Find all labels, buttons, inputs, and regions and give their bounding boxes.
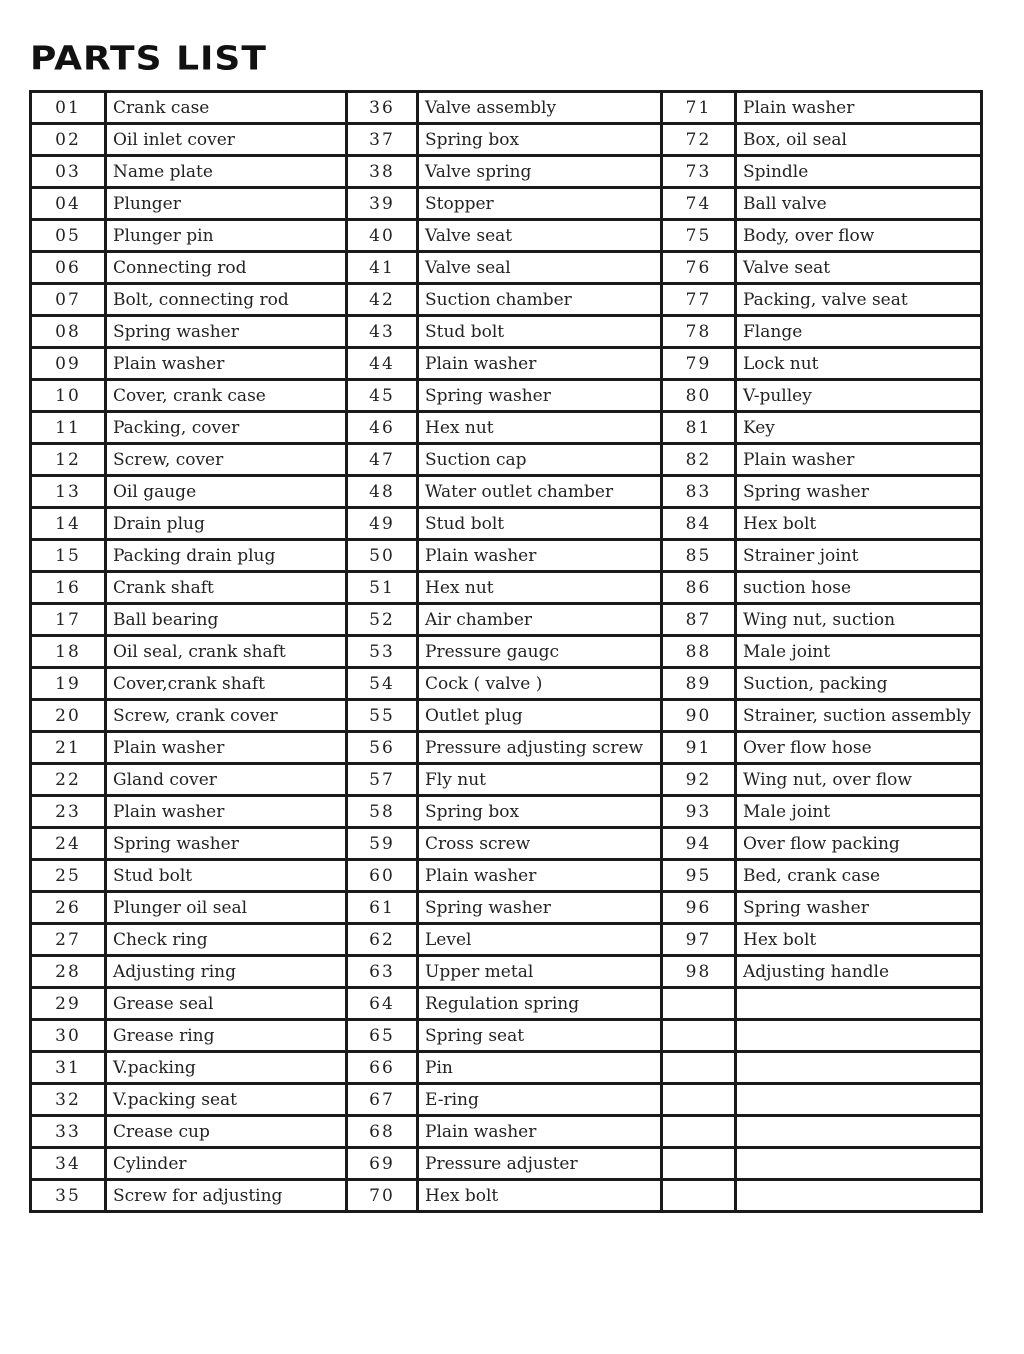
part-name: suction hose	[736, 572, 982, 604]
table-row	[31, 860, 982, 892]
part-number	[662, 1148, 736, 1180]
table-row	[31, 636, 982, 668]
part-name: Fly nut	[418, 764, 662, 796]
part-name: Name plate	[106, 156, 347, 188]
parts-table-body	[31, 92, 982, 1212]
part-name: Over flow hose	[736, 732, 982, 764]
part-number: 60	[347, 860, 418, 892]
part-name: Stud bolt	[418, 508, 662, 540]
part-number: 94	[662, 828, 736, 860]
part-number: 39	[347, 188, 418, 220]
part-name: Spring washer	[418, 380, 662, 412]
part-name: Plain washer	[418, 1116, 662, 1148]
table-row	[31, 892, 982, 924]
part-number: 52	[347, 604, 418, 636]
part-number: 07	[31, 284, 106, 316]
part-name: Valve seat	[418, 220, 662, 252]
part-name: Pressure gaugc	[418, 636, 662, 668]
part-number: 03	[31, 156, 106, 188]
part-name: Stopper	[418, 188, 662, 220]
part-name: Spindle	[736, 156, 982, 188]
part-number: 42	[347, 284, 418, 316]
part-name: Oil seal, crank shaft	[106, 636, 347, 668]
part-name: Bed, crank case	[736, 860, 982, 892]
part-number: 37	[347, 124, 418, 156]
part-number: 31	[31, 1052, 106, 1084]
part-name: Regulation spring	[418, 988, 662, 1020]
part-name: Hex nut	[418, 412, 662, 444]
part-number: 32	[31, 1084, 106, 1116]
part-name: Packing, cover	[106, 412, 347, 444]
part-name	[736, 1116, 982, 1148]
part-number: 68	[347, 1116, 418, 1148]
part-number: 08	[31, 316, 106, 348]
part-number: 83	[662, 476, 736, 508]
part-name: Drain plug	[106, 508, 347, 540]
part-name: Screw for adjusting	[106, 1180, 347, 1212]
part-name: Cross screw	[418, 828, 662, 860]
part-name: Adjusting ring	[106, 956, 347, 988]
part-name: Stud bolt	[418, 316, 662, 348]
part-name: Stud bolt	[106, 860, 347, 892]
table-row	[31, 1020, 982, 1052]
table-row	[31, 412, 982, 444]
part-number: 30	[31, 1020, 106, 1052]
part-name: Cylinder	[106, 1148, 347, 1180]
part-name: Valve assembly	[418, 92, 662, 124]
table-row	[31, 956, 982, 988]
part-name: Lock nut	[736, 348, 982, 380]
part-number: 35	[31, 1180, 106, 1212]
part-name: Oil gauge	[106, 476, 347, 508]
part-name: Crank case	[106, 92, 347, 124]
part-number: 46	[347, 412, 418, 444]
part-number: 54	[347, 668, 418, 700]
part-name: V.packing seat	[106, 1084, 347, 1116]
part-name: Plunger oil seal	[106, 892, 347, 924]
table-row	[31, 380, 982, 412]
part-number: 51	[347, 572, 418, 604]
table-row	[31, 348, 982, 380]
part-name: Screw, cover	[106, 444, 347, 476]
table-row	[31, 156, 982, 188]
part-number: 11	[31, 412, 106, 444]
table-row	[31, 1052, 982, 1084]
part-name: Cover, crank case	[106, 380, 347, 412]
part-number: 56	[347, 732, 418, 764]
part-name: Air chamber	[418, 604, 662, 636]
part-name: Ball valve	[736, 188, 982, 220]
table-row	[31, 92, 982, 124]
part-number: 89	[662, 668, 736, 700]
part-number: 20	[31, 700, 106, 732]
part-number: 22	[31, 764, 106, 796]
part-number: 26	[31, 892, 106, 924]
part-name: V-pulley	[736, 380, 982, 412]
part-name: V.packing	[106, 1052, 347, 1084]
page-title: PARTS LIST	[30, 40, 267, 78]
part-number: 05	[31, 220, 106, 252]
part-name: Over flow packing	[736, 828, 982, 860]
part-number: 88	[662, 636, 736, 668]
part-number: 04	[31, 188, 106, 220]
part-number: 02	[31, 124, 106, 156]
part-number: 85	[662, 540, 736, 572]
part-name: Valve seat	[736, 252, 982, 284]
table-row	[31, 828, 982, 860]
part-name: Check ring	[106, 924, 347, 956]
part-number: 12	[31, 444, 106, 476]
table-row	[31, 924, 982, 956]
part-name: Spring washer	[106, 316, 347, 348]
part-name	[736, 1020, 982, 1052]
part-name: Spring washer	[418, 892, 662, 924]
part-name: Grease seal	[106, 988, 347, 1020]
part-name: Cover,crank shaft	[106, 668, 347, 700]
part-name: Suction cap	[418, 444, 662, 476]
table-row	[31, 572, 982, 604]
table-row	[31, 988, 982, 1020]
part-name: Body, over flow	[736, 220, 982, 252]
part-name: Hex bolt	[736, 924, 982, 956]
part-name: Suction chamber	[418, 284, 662, 316]
table-row	[31, 284, 982, 316]
part-name: Water outlet chamber	[418, 476, 662, 508]
part-name: Adjusting handle	[736, 956, 982, 988]
part-number: 96	[662, 892, 736, 924]
table-row	[31, 796, 982, 828]
table-row	[31, 700, 982, 732]
part-number: 79	[662, 348, 736, 380]
part-name: Upper metal	[418, 956, 662, 988]
part-name: Plain washer	[418, 540, 662, 572]
part-number: 49	[347, 508, 418, 540]
part-number: 57	[347, 764, 418, 796]
part-number: 18	[31, 636, 106, 668]
part-name: Spring washer	[736, 892, 982, 924]
part-number: 97	[662, 924, 736, 956]
part-name: Spring box	[418, 796, 662, 828]
part-number: 69	[347, 1148, 418, 1180]
part-number: 50	[347, 540, 418, 572]
part-name: Spring washer	[106, 828, 347, 860]
part-name: Plain washer	[736, 92, 982, 124]
part-number	[662, 1052, 736, 1084]
part-name: Key	[736, 412, 982, 444]
table-row	[31, 188, 982, 220]
part-name: Oil inlet cover	[106, 124, 347, 156]
part-name: Valve spring	[418, 156, 662, 188]
table-row	[31, 1180, 982, 1212]
part-name: Hex bolt	[418, 1180, 662, 1212]
part-number	[662, 1020, 736, 1052]
part-name	[736, 1084, 982, 1116]
part-name: Plain washer	[418, 348, 662, 380]
table-row	[31, 604, 982, 636]
part-name: Box, oil seal	[736, 124, 982, 156]
part-number	[662, 1084, 736, 1116]
part-number: 09	[31, 348, 106, 380]
table-row	[31, 124, 982, 156]
part-number: 01	[31, 92, 106, 124]
part-name: Screw, crank cover	[106, 700, 347, 732]
part-number: 10	[31, 380, 106, 412]
part-number: 84	[662, 508, 736, 540]
part-name: Spring box	[418, 124, 662, 156]
table-row	[31, 732, 982, 764]
part-number: 91	[662, 732, 736, 764]
part-name: Connecting rod	[106, 252, 347, 284]
part-name: Pressure adjuster	[418, 1148, 662, 1180]
part-name: Packing drain plug	[106, 540, 347, 572]
part-name: Hex bolt	[736, 508, 982, 540]
part-name: Plain washer	[106, 348, 347, 380]
part-number: 06	[31, 252, 106, 284]
part-name: Packing, valve seat	[736, 284, 982, 316]
part-name: Plain washer	[106, 796, 347, 828]
part-name: Wing nut, suction	[736, 604, 982, 636]
part-number: 45	[347, 380, 418, 412]
part-name: Crank shaft	[106, 572, 347, 604]
part-number: 77	[662, 284, 736, 316]
part-number: 92	[662, 764, 736, 796]
part-name: Strainer, suction assembly	[736, 700, 982, 732]
part-number: 82	[662, 444, 736, 476]
part-number: 70	[347, 1180, 418, 1212]
part-number	[662, 1180, 736, 1212]
part-number: 59	[347, 828, 418, 860]
part-name: Wing nut, over flow	[736, 764, 982, 796]
part-number: 17	[31, 604, 106, 636]
part-number: 71	[662, 92, 736, 124]
part-number: 14	[31, 508, 106, 540]
part-number: 47	[347, 444, 418, 476]
part-name: Level	[418, 924, 662, 956]
part-number: 41	[347, 252, 418, 284]
part-name: Cock ( valve )	[418, 668, 662, 700]
table-row	[31, 252, 982, 284]
part-number: 28	[31, 956, 106, 988]
part-number: 75	[662, 220, 736, 252]
part-number: 78	[662, 316, 736, 348]
part-number: 76	[662, 252, 736, 284]
table-row	[31, 668, 982, 700]
table-row	[31, 316, 982, 348]
part-name: Flange	[736, 316, 982, 348]
part-number: 74	[662, 188, 736, 220]
part-number	[662, 988, 736, 1020]
part-number: 40	[347, 220, 418, 252]
part-number: 55	[347, 700, 418, 732]
part-number: 62	[347, 924, 418, 956]
part-number: 81	[662, 412, 736, 444]
part-number: 19	[31, 668, 106, 700]
part-number: 44	[347, 348, 418, 380]
part-name	[736, 988, 982, 1020]
part-number: 16	[31, 572, 106, 604]
part-name: Suction, packing	[736, 668, 982, 700]
table-row	[31, 764, 982, 796]
table-row	[31, 508, 982, 540]
table-row	[31, 1116, 982, 1148]
part-name: Spring seat	[418, 1020, 662, 1052]
table-row	[31, 540, 982, 572]
part-number: 48	[347, 476, 418, 508]
part-number: 29	[31, 988, 106, 1020]
part-name: Ball bearing	[106, 604, 347, 636]
part-number: 34	[31, 1148, 106, 1180]
part-number: 63	[347, 956, 418, 988]
part-name: Plain washer	[736, 444, 982, 476]
part-name: Plain washer	[418, 860, 662, 892]
part-name: Spring washer	[736, 476, 982, 508]
part-number: 15	[31, 540, 106, 572]
part-name: Bolt, connecting rod	[106, 284, 347, 316]
part-number: 53	[347, 636, 418, 668]
part-name: Strainer joint	[736, 540, 982, 572]
table-row	[31, 220, 982, 252]
table-row	[31, 476, 982, 508]
part-number: 58	[347, 796, 418, 828]
part-name: Grease ring	[106, 1020, 347, 1052]
part-name: Pressure adjusting screw	[418, 732, 662, 764]
part-number: 38	[347, 156, 418, 188]
part-name: Valve seal	[418, 252, 662, 284]
part-number	[662, 1116, 736, 1148]
part-number: 33	[31, 1116, 106, 1148]
part-name: Plunger	[106, 188, 347, 220]
part-number: 87	[662, 604, 736, 636]
part-number: 86	[662, 572, 736, 604]
part-name: Crease cup	[106, 1116, 347, 1148]
part-number: 23	[31, 796, 106, 828]
part-name: Outlet plug	[418, 700, 662, 732]
part-number: 93	[662, 796, 736, 828]
part-number: 43	[347, 316, 418, 348]
part-name: Plain washer	[106, 732, 347, 764]
part-number: 66	[347, 1052, 418, 1084]
part-name: E-ring	[418, 1084, 662, 1116]
part-number: 67	[347, 1084, 418, 1116]
part-number: 24	[31, 828, 106, 860]
part-number: 72	[662, 124, 736, 156]
table-row	[31, 1148, 982, 1180]
part-number: 73	[662, 156, 736, 188]
part-number: 61	[347, 892, 418, 924]
part-name	[736, 1148, 982, 1180]
part-number: 27	[31, 924, 106, 956]
part-name: Male joint	[736, 796, 982, 828]
parts-table	[29, 90, 983, 1213]
part-number: 95	[662, 860, 736, 892]
table-row	[31, 444, 982, 476]
part-name	[736, 1180, 982, 1212]
part-number: 36	[347, 92, 418, 124]
part-number: 98	[662, 956, 736, 988]
part-number: 65	[347, 1020, 418, 1052]
part-number: 90	[662, 700, 736, 732]
part-number: 13	[31, 476, 106, 508]
part-name: Gland cover	[106, 764, 347, 796]
part-number: 25	[31, 860, 106, 892]
part-name: Pin	[418, 1052, 662, 1084]
table-row	[31, 1084, 982, 1116]
part-number: 64	[347, 988, 418, 1020]
part-number: 80	[662, 380, 736, 412]
part-name: Hex nut	[418, 572, 662, 604]
part-name: Plunger pin	[106, 220, 347, 252]
part-name	[736, 1052, 982, 1084]
part-number: 21	[31, 732, 106, 764]
part-name: Male joint	[736, 636, 982, 668]
